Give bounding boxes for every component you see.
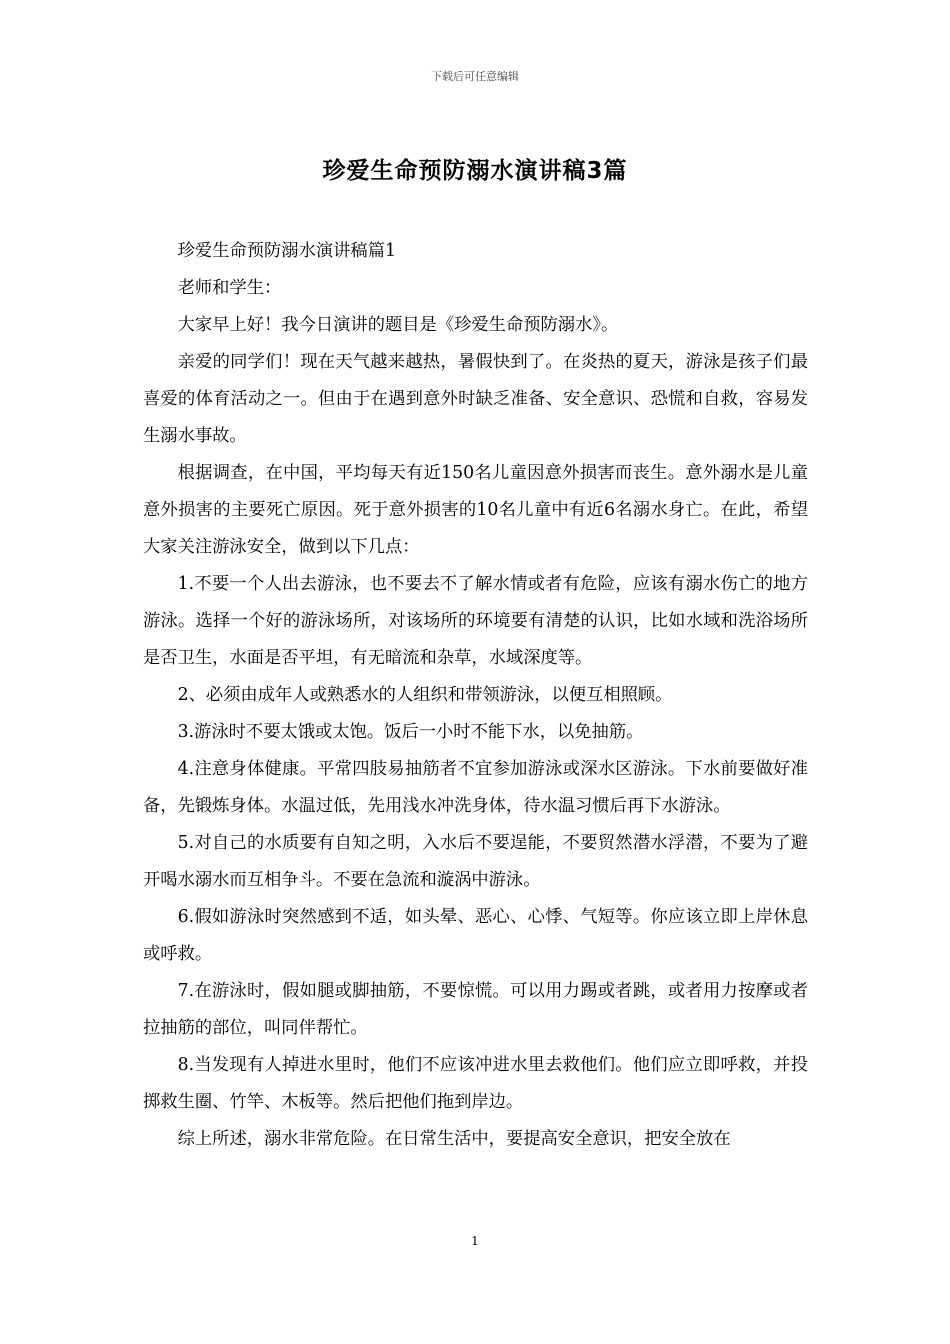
header-note: 下载后可任意编辑 (431, 70, 519, 83)
paragraph: 亲爱的同学们！现在天气越来越热，暑假快到了。在炎热的夏天，游泳是孩子们最喜爱的体育活动之一。但由于在遇到意外时缺乏准备、安全意识、恐慌和自救，容易发生溺水事故。 (143, 352, 808, 446)
paragraph: 6.假如游泳时突然感到不适，如头晕、恶心、心悸、气短等。你应该立即上岸休息或呼救。 (143, 907, 808, 964)
paragraph: 大家早上好！我今日演讲的题目是《珍爱生命预防溺水》。 (177, 315, 619, 335)
paragraph: 综上所述，溺水非常危险。在日常生活中，要提高安全意识，把安全放在 (177, 1129, 731, 1149)
paragraph: 3.游泳时不要太饿或太饱。饭后一小时不能下水，以免抽筋。 (177, 722, 644, 742)
paragraph: 4.注意身体健康。平常四肢易抽筋者不宜参加游泳或深水区游泳。下水前要做好准备，先锻炼身体。水温过低，先用浅水冲洗身体，待水温习惯后再下水游泳。 (143, 759, 808, 816)
paragraph: 1.不要一个人出去游泳，也不要去不了解水情或者有危险，应该有溺水伤亡的地方游泳。选择一个好的游泳场所，对该场所的环境要有清楚的认识，比如水域和洗浴场所是否卫生，水面是否平坦，有无暗流和杂草，水域深度等。 (143, 574, 808, 668)
paragraph: 7.在游泳时，假如腿或脚抽筋，不要惊慌。可以用力踢或者跳，或者用力按摩或者拉抽筋的部位，叫同伴帮忙。 (143, 981, 808, 1038)
paragraph: 8.当发现有人掉进水里时，他们不应该冲进水里去救他们。他们应立即呼救，并投掷救生圈、竹竿、木板等。然后把他们拖到岸边。 (143, 1055, 808, 1112)
paragraph: 5.对自己的水质要有自知之明，入水后不要逞能，不要贸然潜水浮潜，不要为了避开喝水溺水而互相争斗。不要在急流和漩涡中游泳。 (143, 833, 808, 890)
paragraph: 2、必须由成年人或熟悉水的人组织和带领游泳，以便互相照顾。 (177, 685, 673, 705)
paragraph-salutation: 老师和学生： (177, 278, 282, 298)
paragraph-subtitle: 珍爱生命预防溺水演讲稿篇1 (177, 241, 396, 261)
document-body (143, 233, 808, 1158)
paragraph: 根据调查，在中国，平均每天有近150名儿童因意外损害而丧生。意外溺水是儿童意外损害的主要死亡原因。死于意外损害的10名儿童中有近6名溺水身亡。在此，希望大家关注游泳安全，做到以下几点： (143, 463, 808, 557)
page-number: 1 (471, 1234, 479, 1248)
document-title: 珍爱生命预防溺水演讲稿3篇 (322, 158, 628, 184)
